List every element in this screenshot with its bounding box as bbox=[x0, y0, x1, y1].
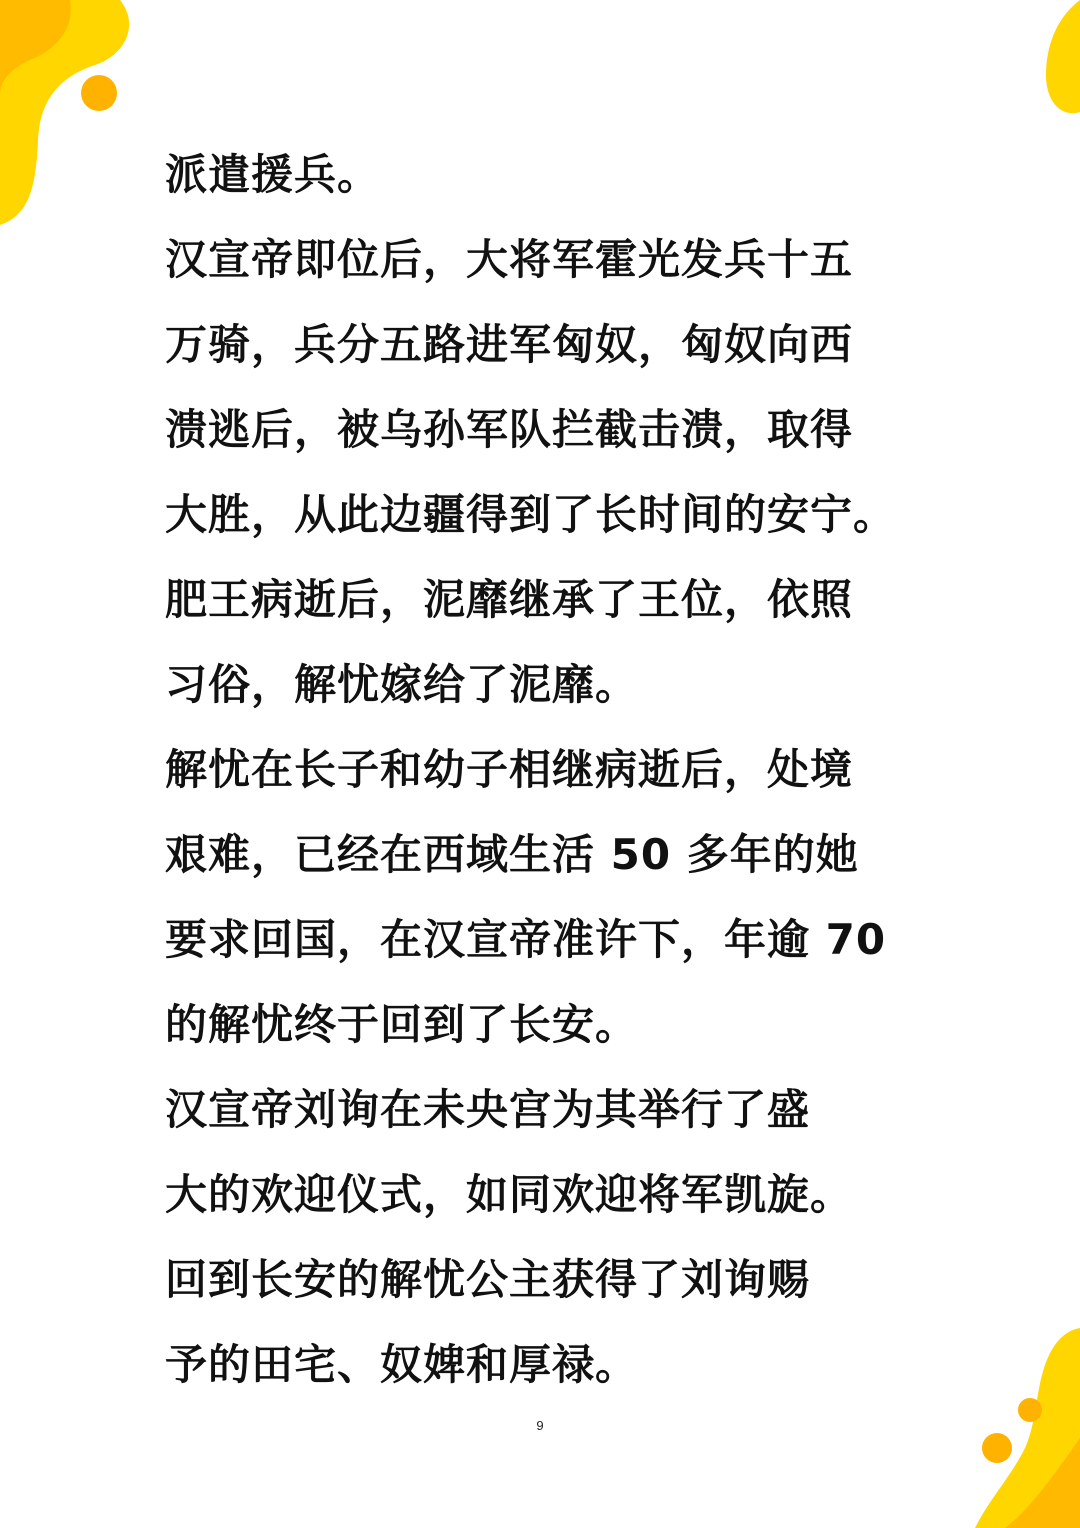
page-number: 9 bbox=[536, 1418, 544, 1433]
text-line: 大胜，从此边疆得到了长时间的安宁。 bbox=[165, 490, 897, 539]
orange-dot bbox=[982, 1433, 1012, 1463]
yellow-blob-shape bbox=[0, 0, 129, 225]
text-line: 万骑，兵分五路进军匈奴，匈奴向西 bbox=[165, 320, 854, 369]
text-line: 大的欢迎仪式，如同欢迎将军凯旋。 bbox=[165, 1170, 854, 1219]
text-line: 肥王病逝后，泥靡继承了王位，依照 bbox=[165, 575, 854, 624]
text-line: 回到长安的解忧公主获得了刘询赐 bbox=[165, 1255, 811, 1304]
text-line: 要求回国，在汉宣帝准许下，年逾 70 bbox=[165, 915, 887, 964]
document-body bbox=[165, 132, 965, 1407]
text-line: 汉宣帝即位后，大将军霍光发兵十五 bbox=[165, 235, 854, 284]
text-line: 解忧在长子和幼子相继病逝后，处境 bbox=[165, 745, 854, 794]
text-line: 汉宣帝刘询在未央宫为其举行了盛 bbox=[165, 1085, 811, 1134]
orange-blob-shape bbox=[1005, 1438, 1080, 1528]
top-right-decoration bbox=[1030, 0, 1080, 120]
text-line: 溃逃后，被乌孙军队拦截击溃，取得 bbox=[165, 405, 854, 454]
orange-dot bbox=[81, 75, 117, 111]
top-left-decoration bbox=[0, 0, 140, 240]
yellow-blob-shape bbox=[1046, 0, 1080, 113]
text-line: 习俗，解忧嫁给了泥靡。 bbox=[165, 660, 639, 709]
orange-blob-shape bbox=[0, 0, 71, 95]
text-line: 予的田宅、奴婢和厚禄。 bbox=[165, 1340, 639, 1389]
text-line: 的解忧终于回到了长安。 bbox=[165, 1000, 639, 1049]
text-line: 派遣援兵。 bbox=[165, 150, 381, 199]
text-line: 艰难，已经在西域生活 50 多年的她 bbox=[165, 830, 859, 879]
